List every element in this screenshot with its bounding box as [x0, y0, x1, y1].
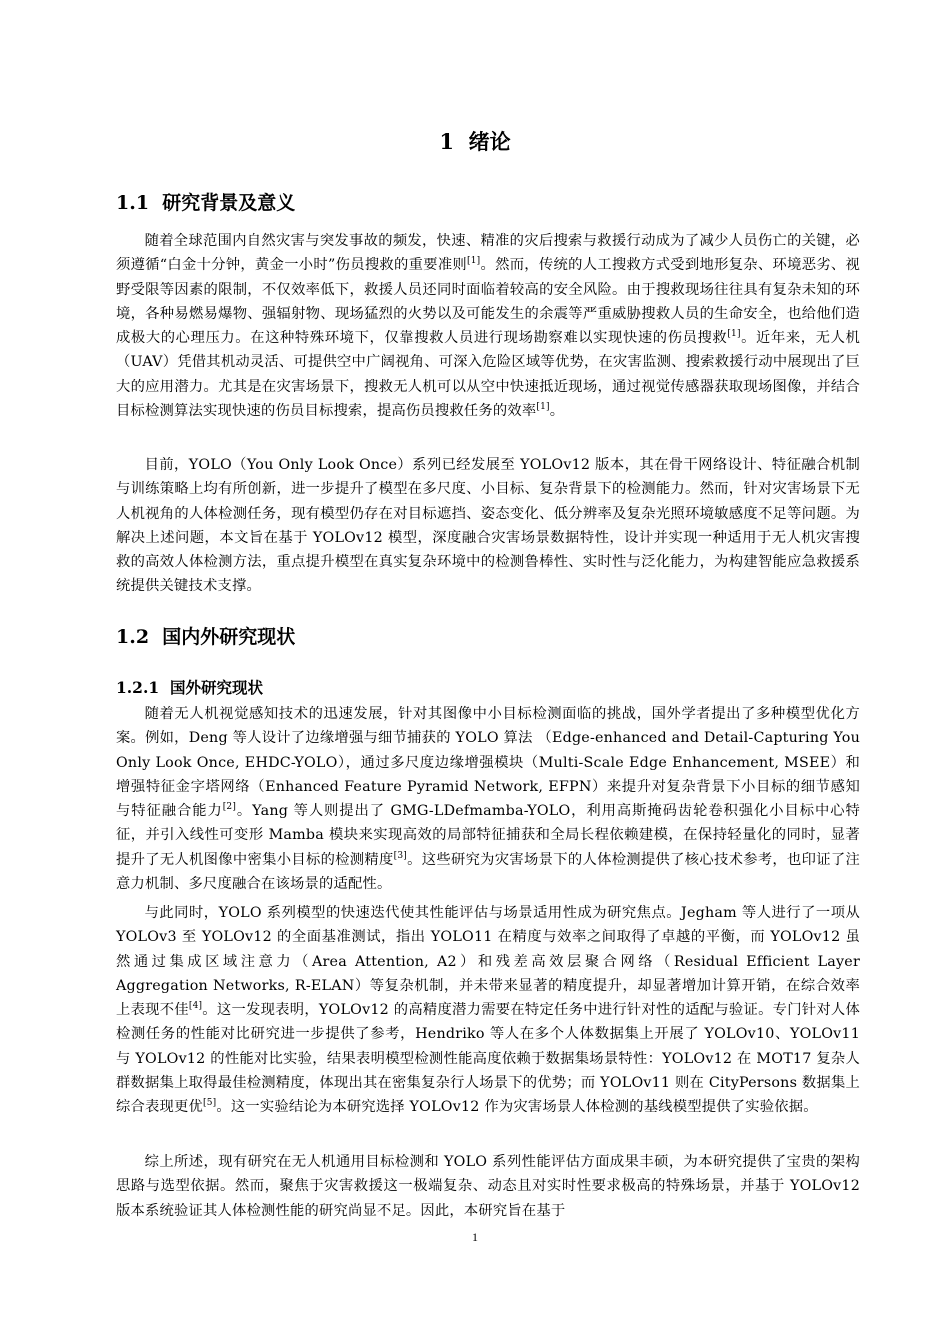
paragraph-foreign-research-2 — [116, 901, 860, 1120]
citation-ref: [1] — [467, 256, 481, 267]
citation-ref: [5] — [202, 1098, 217, 1109]
paragraph-text: 目前，YOLO（You Only Look Once）系列已经发展至 YOLOv12 版本，其在骨干网络设计、特征融合机制与训练策略上均有所创新，进一步提升了模型在多尺度、小目标、复杂背景下的检测能力。然而，针对灾害场景下无人机视角的人体检测任务，现有模型仍存在对目标遮挡、姿态变化、低分辨率及复杂光照环境敏感度不足等问题。为解决上述问题，本文旨在基于 YOLOv12 模型，深度融合灾害场景数据特性，设计并实现一种适用于无人机灾害搜救的高效人体检测方法，重点提升模型在真实复杂环境中的检测鲁棒性、实时性与泛化能力，为构建智能应急救援系统提供关键技术支撑。 — [116, 457, 860, 595]
citation-ref: [4] — [188, 1001, 203, 1012]
paragraph-text: 。这一实验结论为本研究选择 YOLOv12 作为灾害场景人体检测的基线模型提供了实验依据。 — [216, 1099, 818, 1116]
citation-ref: [3] — [393, 850, 407, 861]
section-heading-1-2: 1.2 国内外研究现状 — [116, 626, 296, 648]
paragraph-background-1 — [116, 229, 860, 423]
page-number: 1 — [472, 1230, 478, 1244]
chapter-title: 1 绪论 — [439, 129, 511, 154]
paragraph-text: 随着全球范围内自然灾害与突发事故的频发，快速、精准的灾后搜索与救援行动成为了减少人员伤亡的关键，必须遵循“白金十分钟，黄金一小时”伤员搜救的重要准则 — [116, 233, 860, 274]
section-heading-1-1: 1.1 研究背景及意义 — [116, 192, 296, 214]
paragraph-summary — [116, 1150, 860, 1223]
paragraph-text: 与此同时，YOLO 系列模型的快速迭代使其性能评估与场景适用性成为研究焦点。Jegham 等人进行了一项从 YOLOv3 至 YOLOv12 的全面基准测试，指出 YOLO11 在精度与效率之间取得了卓越的平衡，而 YOLOv12 虽然通过集成区域注意力（Area Attention, A2）和残差高效层聚合网络（Residual Efficient Layer Aggregation Networks, R-ELAN）等复杂机制，并未带来显著的精度提升，却显著增加计算开销，在综合效率上表现不佳 — [116, 905, 860, 1019]
paragraph-text: 。这些研究为灾害场景下的人体检测提供了核心技术参考，也印证了注意力机制、多尺度融合在该场景的适配性。 — [116, 851, 860, 893]
citation-ref: [1] — [727, 329, 741, 340]
citation-ref: [2] — [222, 802, 237, 813]
paragraph-foreign-research-1 — [116, 702, 860, 896]
paragraph-text: 。 — [549, 403, 565, 420]
paragraph-text: 随着无人机视觉感知技术的迅速发展，针对其图像中小目标检测面临的挑战，国外学者提出了多种模型优化方案。例如，Deng 等人设计了边缘增强与细节捕获的 YOLO 算法 （Edge-enhanced and Detail-Capturing You Only Look Once, EHDC-YOLO），通过多尺度边缘增强模块（Multi-Scale Edge Enhancement, MSEE）和增强特征金字塔网络（Enhanced Feature Pyramid Network, EFPN）来提升对复杂背景下小目标的细节感知与特征融合能力 — [116, 706, 860, 820]
paragraph-text: 。这一发现表明，YOLOv12 的高精度潜力需要在特定任务中进行针对性的适配与验证。专门针对人体检测任务的性能对比研究进一步提供了参考，Hendriko 等人在多个人体数据集上开展了 YOLOv10、YOLOv11 与 YOLOv12 的性能对比实验，结果表明模型检测性能高度依赖于数据集场景特性：YOLOv12 在 MOT17 复杂人群数据集上取得最佳检测精度，体现出其在密集复杂行人场景下的优势；而 YOLOv11 则在 CityPersons 数据集上综合表现更优 — [116, 1002, 860, 1116]
paragraph-text: 。近年来，无人机（UAV）凭借其机动灵活、可提供空中广阔视角、可深入危险区域等优势，在灾害监测、搜索救援行动中展现出了巨大的应用潜力。尤其是在灾害场景下，搜救无人机可以从空中快速抵近现场，通过视觉传感器获取现场图像，并结合目标检测算法实现快速的伤员目标搜索，提高伤员搜救任务的效率 — [116, 330, 860, 420]
paragraph-text: 。Yang 等人则提出了 GMG-LDefmamba-YOLO，利用高斯掩码齿轮卷积强化小目标中心特征，并引入线性可变形 Mamba 模块来实现高效的局部特征捕获和全局长程依赖建模，在保持轻量化的同时，显著提升了无人机图像中密集小目标的检测精度 — [116, 803, 861, 868]
citation-ref: [1] — [536, 402, 550, 413]
paragraph-text: 综上所述，现有研究在无人机通用目标检测和 YOLO 系列性能评估方面成果丰硕，为本研究提供了宝贵的架构思路与选型依据。然而，聚焦于灾害救援这一极端复杂、动态且对实时性要求极高的特殊场景，并基于 YOLOv12 版本系统验证其人体检测性能的研究尚显不足。因此，本研究旨在基于 — [116, 1154, 860, 1219]
subsection-heading-1-2-1: 1.2.1 国外研究现状 — [116, 678, 263, 697]
paragraph-background-2 — [116, 453, 860, 599]
paragraph-text: 。然而，传统的人工搜救方式受到地形复杂、环境恶劣、视野受限等因素的限制，不仅效率低下，救援人员还同时面临着较高的安全风险。由于搜救现场往往具有复杂未知的环境，各种易燃易爆物、强辐射物、现场猛烈的火势以及可能发生的余震等严重威胁搜救人员的生命安全，也给他们造成极大的心理压力。在这种特殊环境下，仅靠搜救人员进行现场勘察难以实现快速的伤员搜救 — [116, 257, 860, 347]
